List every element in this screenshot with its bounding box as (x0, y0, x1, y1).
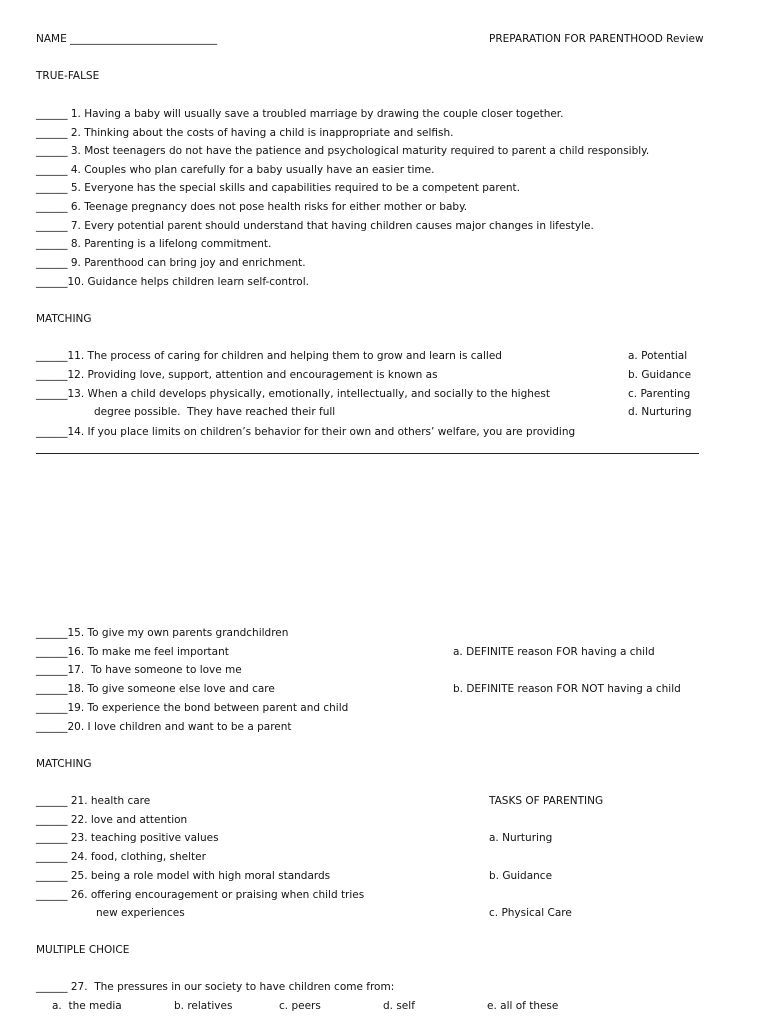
choice-option: e. all of these (487, 1000, 559, 1012)
reason-item: ______19. To experience the bond between parent and child (36, 702, 349, 714)
true-false-item: ______ 4. Couples who plan carefully for a baby usually have an easier time. (36, 164, 435, 176)
true-false-item: ______10. Guidance helps children learn self-control. (36, 276, 309, 288)
true-false-item: ______ 8. Parenting is a lifelong commitment. (36, 238, 272, 250)
matching-option: d. Nurturing (628, 406, 692, 418)
matching-item: ______ 23. teaching positive values (36, 832, 219, 844)
choice-option: c. peers (279, 1000, 321, 1012)
choice-option: b. relatives (174, 1000, 233, 1012)
section-heading-matching: MATCHING (36, 313, 92, 325)
options-heading: TASKS OF PARENTING (489, 795, 604, 807)
reason-option: a. DEFINITE reason FOR having a child (453, 646, 655, 658)
true-false-item: ______ 5. Everyone has the special skills and capabilities required to be a competent parent. (36, 182, 521, 194)
true-false-item: ______ 3. Most teenagers do not have the patience and psychological maturity required to parent a child responsibly. (36, 145, 650, 157)
reason-item: ______20. I love children and want to be a parent (36, 721, 292, 733)
matching-option: b. Guidance (489, 870, 553, 882)
true-false-item: ______ 9. Parenthood can bring joy and enrichment. (36, 257, 306, 269)
matching-item: ______ 21. health care (36, 795, 151, 807)
section-heading-multiple-choice: MULTIPLE CHOICE (36, 944, 130, 956)
multiple-choice-question: ______ 27. The pressures in our society to have children come from: (36, 981, 395, 993)
reason-item: ______18. To give someone else love and care (36, 683, 275, 695)
matching-item-continuation: degree possible. They have reached their full (94, 406, 336, 418)
answer-line (36, 453, 699, 454)
section-heading-true-false: TRUE-FALSE (36, 70, 100, 82)
matching-item: ______13. When a child develops physically, emotionally, intellectually, and socially to the highest (36, 388, 550, 400)
choice-option: d. self (383, 1000, 415, 1012)
matching-item-continuation: new experiences (96, 907, 185, 919)
true-false-item: ______ 1. Having a baby will usually save a troubled marriage by drawing the couple closer together. (36, 108, 564, 120)
matching-item: ______ 24. food, clothing, shelter (36, 851, 206, 863)
reason-item: ______17. To have someone to love me (36, 664, 242, 676)
matching-option: a. Potential (628, 350, 688, 362)
matching-item: ______12. Providing love, support, attention and encouragement is known as (36, 369, 438, 381)
choice-option: a. the media (52, 1000, 122, 1012)
reason-item: ______16. To make me feel important (36, 646, 229, 658)
true-false-item: ______ 7. Every potential parent should understand that having children causes major changes in lifestyle. (36, 220, 594, 232)
matching-option: c. Parenting (628, 388, 691, 400)
section-heading-matching: MATCHING (36, 758, 92, 770)
true-false-item: ______ 6. Teenage pregnancy does not pose health risks for either mother or baby. (36, 201, 468, 213)
reason-option: b. DEFINITE reason FOR NOT having a child (453, 683, 681, 695)
name-field-label: NAME ____________________________ (36, 33, 218, 45)
matching-item: ______14. If you place limits on children’s behavior for their own and others’ welfare, you are providing (36, 426, 576, 438)
matching-item: ______ 26. offering encouragement or praising when child tries (36, 889, 365, 901)
matching-option: a. Nurturing (489, 832, 553, 844)
matching-item: ______11. The process of caring for children and helping them to grow and learn is called (36, 350, 502, 362)
reason-item: ______15. To give my own parents grandchildren (36, 627, 289, 639)
matching-item: ______ 22. love and attention (36, 814, 188, 826)
page-title: PREPARATION FOR PARENTHOOD Review (489, 33, 704, 45)
matching-item: ______ 25. being a role model with high moral standards (36, 870, 331, 882)
matching-option: c. Physical Care (489, 907, 572, 919)
true-false-item: ______ 2. Thinking about the costs of having a child is inappropriate and selfish. (36, 127, 454, 139)
matching-option: b. Guidance (628, 369, 692, 381)
